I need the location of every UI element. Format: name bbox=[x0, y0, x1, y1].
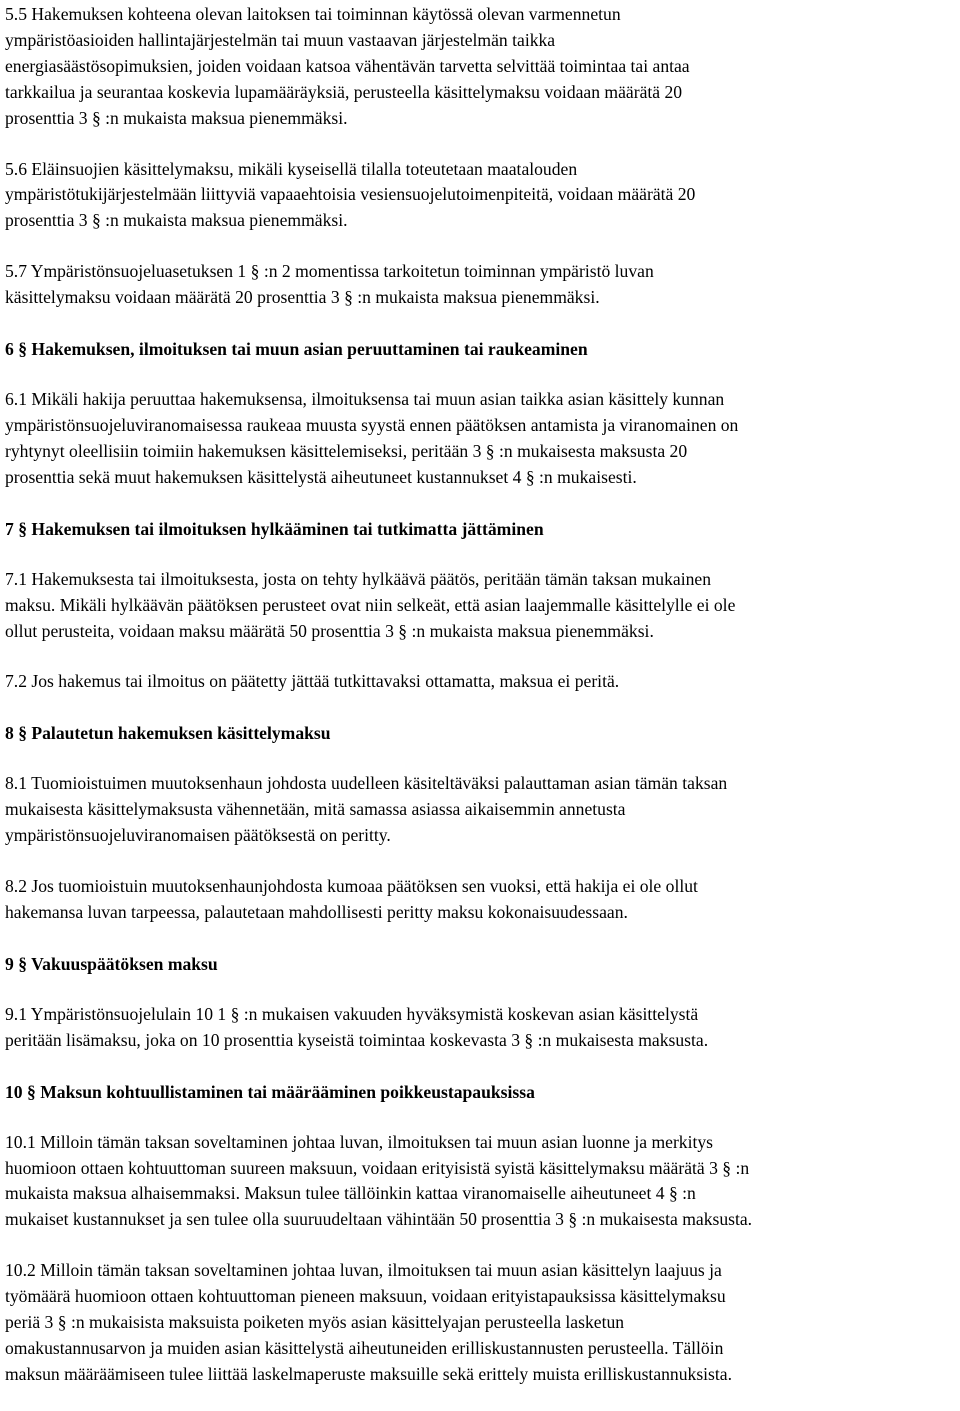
paragraph-5-7 bbox=[5, 259, 960, 311]
paragraph-8-2 bbox=[5, 874, 960, 926]
text-line: ympäristöasioiden hallintajärjestelmän tai muun vastaavan järjestelmän taikka bbox=[5, 29, 556, 50]
text-line: mukaisesta käsittelymaksusta vähennetään, mitä samassa asiassa aikaisemmin annetusta bbox=[5, 799, 626, 820]
text-line: prosenttia 3 § :n mukaista maksua pienemmäksi. bbox=[5, 107, 348, 128]
paragraph-5-5 bbox=[5, 2, 960, 132]
paragraph-8-1 bbox=[5, 771, 960, 849]
document-page bbox=[5, 0, 960, 1388]
text-line: prosenttia sekä muut hakemuksen käsittelystä aiheutuneet kustannukset 4 § :n mukaisesti. bbox=[5, 466, 637, 487]
section-heading-10: 10 § Maksun kohtuullistaminen tai määrääminen poikkeustapauksissa bbox=[5, 1081, 535, 1102]
paragraph-10-1 bbox=[5, 1130, 960, 1234]
text-line: 8.2 Jos tuomioistuin muutoksenhaunjohdosta kumoaa päätöksen sen vuoksi, että hakija ei ole ollut bbox=[5, 876, 698, 897]
section-heading-8: 8 § Palautetun hakemuksen käsittelymaksu bbox=[5, 723, 331, 744]
text-line: 10.1 Milloin tämän taksan soveltaminen johtaa luvan, ilmoituksen tai muun asian luonne ja merkitys bbox=[5, 1131, 714, 1152]
text-line: mukaista maksua alhaisemmaksi. Maksun tulee tällöinkin kattaa viranomaiselle aiheutuneet 4 § :n bbox=[5, 1183, 696, 1204]
text-line: ympäristötukijärjestelmään liittyviä vapaaehtoisia vesiensuojelutoimenpiteitä, voidaan määrätä 20 bbox=[5, 184, 696, 205]
paragraph-9-1 bbox=[5, 1002, 960, 1054]
paragraph-5-6 bbox=[5, 157, 960, 235]
text-line: 9.1 Ympäristönsuojelulain 10 1 § :n mukaisen vakuuden hyväksymistä koskevan asian käsittelystä bbox=[5, 1003, 699, 1024]
paragraph-7-1 bbox=[5, 567, 960, 645]
text-line: 8.1 Tuomioistuimen muutoksenhaun johdosta uudelleen käsiteltäväksi palauttaman asian tämän taksan bbox=[5, 773, 728, 794]
text-line: 5.5 Hakemuksen kohteena olevan laitoksen tai toiminnan käytössä olevan varmennetun bbox=[5, 4, 621, 24]
text-line: työmäärä huomioon ottaen kohtuuttoman pieneen maksuun, voidaan erityistapauksissa käsittelymaksu bbox=[5, 1286, 726, 1307]
text-line: periä 3 § :n mukaisista maksuista poiketen myös asian käsittelyajan perusteella lasketun bbox=[5, 1312, 625, 1333]
section-heading-7: 7 § Hakemuksen tai ilmoituksen hylkääminen tai tutkimatta jättäminen bbox=[5, 518, 544, 539]
text-line: käsittelymaksu voidaan määrätä 20 prosenttia 3 § :n mukaista maksua pienemmäksi. bbox=[5, 287, 600, 308]
text-line: 10.2 Milloin tämän taksan soveltaminen johtaa luvan, ilmoituksen tai muun asian käsittelyn laajuus ja bbox=[5, 1260, 722, 1281]
text-line: ympäristönsuojeluviranomaisen päätöksestä on peritty. bbox=[5, 825, 391, 846]
paragraph-10-2 bbox=[5, 1258, 960, 1388]
text-line: 5.6 Eläinsuojien käsittelymaksu, mikäli kyseisellä tilalla toteutetaan maatalouden bbox=[5, 158, 578, 179]
text-line: energiasäästösopimuksien, joiden voidaan katsoa vähentävän tarvetta selvittää toimintaa tai antaa bbox=[5, 55, 690, 76]
text-line: omakustannusarvon ja muiden asian käsittelystä aiheutuneiden erilliskustannusten perusteella. Tällöin bbox=[5, 1338, 724, 1358]
text-line: ollut perusteita, voidaan maksu määrätä 50 prosenttia 3 § :n mukaista maksua pienemmäksi. bbox=[5, 620, 654, 641]
paragraph-6-1 bbox=[5, 387, 960, 491]
text-line: maksu. Mikäli hylkäävän päätöksen perusteet ovat niin selkeät, että asian laajemmalle käsittelylle ei ole bbox=[5, 594, 736, 615]
text-line: 7.2 Jos hakemus tai ilmoitus on päätetty jättää tutkittavaksi ottamatta, maksua ei peritä. bbox=[5, 671, 620, 692]
text-line: prosenttia 3 § :n mukaista maksua pienemmäksi. bbox=[5, 210, 348, 231]
paragraph-7-2 bbox=[5, 669, 960, 695]
text-line: 6.1 Mikäli hakija peruuttaa hakemuksensa, ilmoituksensa tai muun asian taikka asian käsittely kunnan bbox=[5, 389, 725, 410]
text-line: hakemansa luvan tarpeessa, palautetaan mahdollisesti peritty maksu kokonaisuudessaan. bbox=[5, 901, 628, 922]
text-line: ryhtynyt oleellisiin toimiin hakemuksen käsittelemiseksi, peritään 3 § :n mukaisesta maksusta 20 bbox=[5, 440, 688, 461]
text-line: ympäristönsuojeluviranomaisessa raukeaa muusta syystä ennen päätöksen antamista ja viranomainen on bbox=[5, 414, 739, 435]
section-heading-9: 9 § Vakuuspäätöksen maksu bbox=[5, 953, 218, 974]
text-line: peritään lisämaksu, joka on 10 prosenttia kyseistä toimintaa koskevasta 3 § :n mukaisesta maksusta. bbox=[5, 1029, 709, 1050]
text-line: mukaiset kustannukset ja sen tulee olla suuruudeltaan vähintään 50 prosenttia 3 § :n mukaisesta maksusta. bbox=[5, 1209, 753, 1230]
text-line: tarkkailua ja seurantaa koskevia lupamääräyksiä, perusteella käsittelymaksu voidaan määrätä 20 bbox=[5, 81, 683, 102]
section-heading-6: 6 § Hakemuksen, ilmoituksen tai muun asian peruuttaminen tai raukeaminen bbox=[5, 339, 588, 360]
text-line: huomioon ottaen kohtuuttoman suureen maksuun, voidaan erityisistä syistä käsittelymaksu määrätä 3 § :n bbox=[5, 1157, 750, 1178]
text-line: 5.7 Ympäristönsuojeluasetuksen 1 § :n 2 momentissa tarkoitetun toiminnan ympäristö luvan bbox=[5, 261, 654, 282]
text-line: maksun määräämiseen tulee liittää laskelmaperuste maksuille sekä erittely muista erilliskustannuksista. bbox=[5, 1363, 732, 1384]
text-line: 7.1 Hakemuksesta tai ilmoituksesta, josta on tehty hylkäävä päätös, peritään tämän taksan mukainen bbox=[5, 568, 712, 589]
